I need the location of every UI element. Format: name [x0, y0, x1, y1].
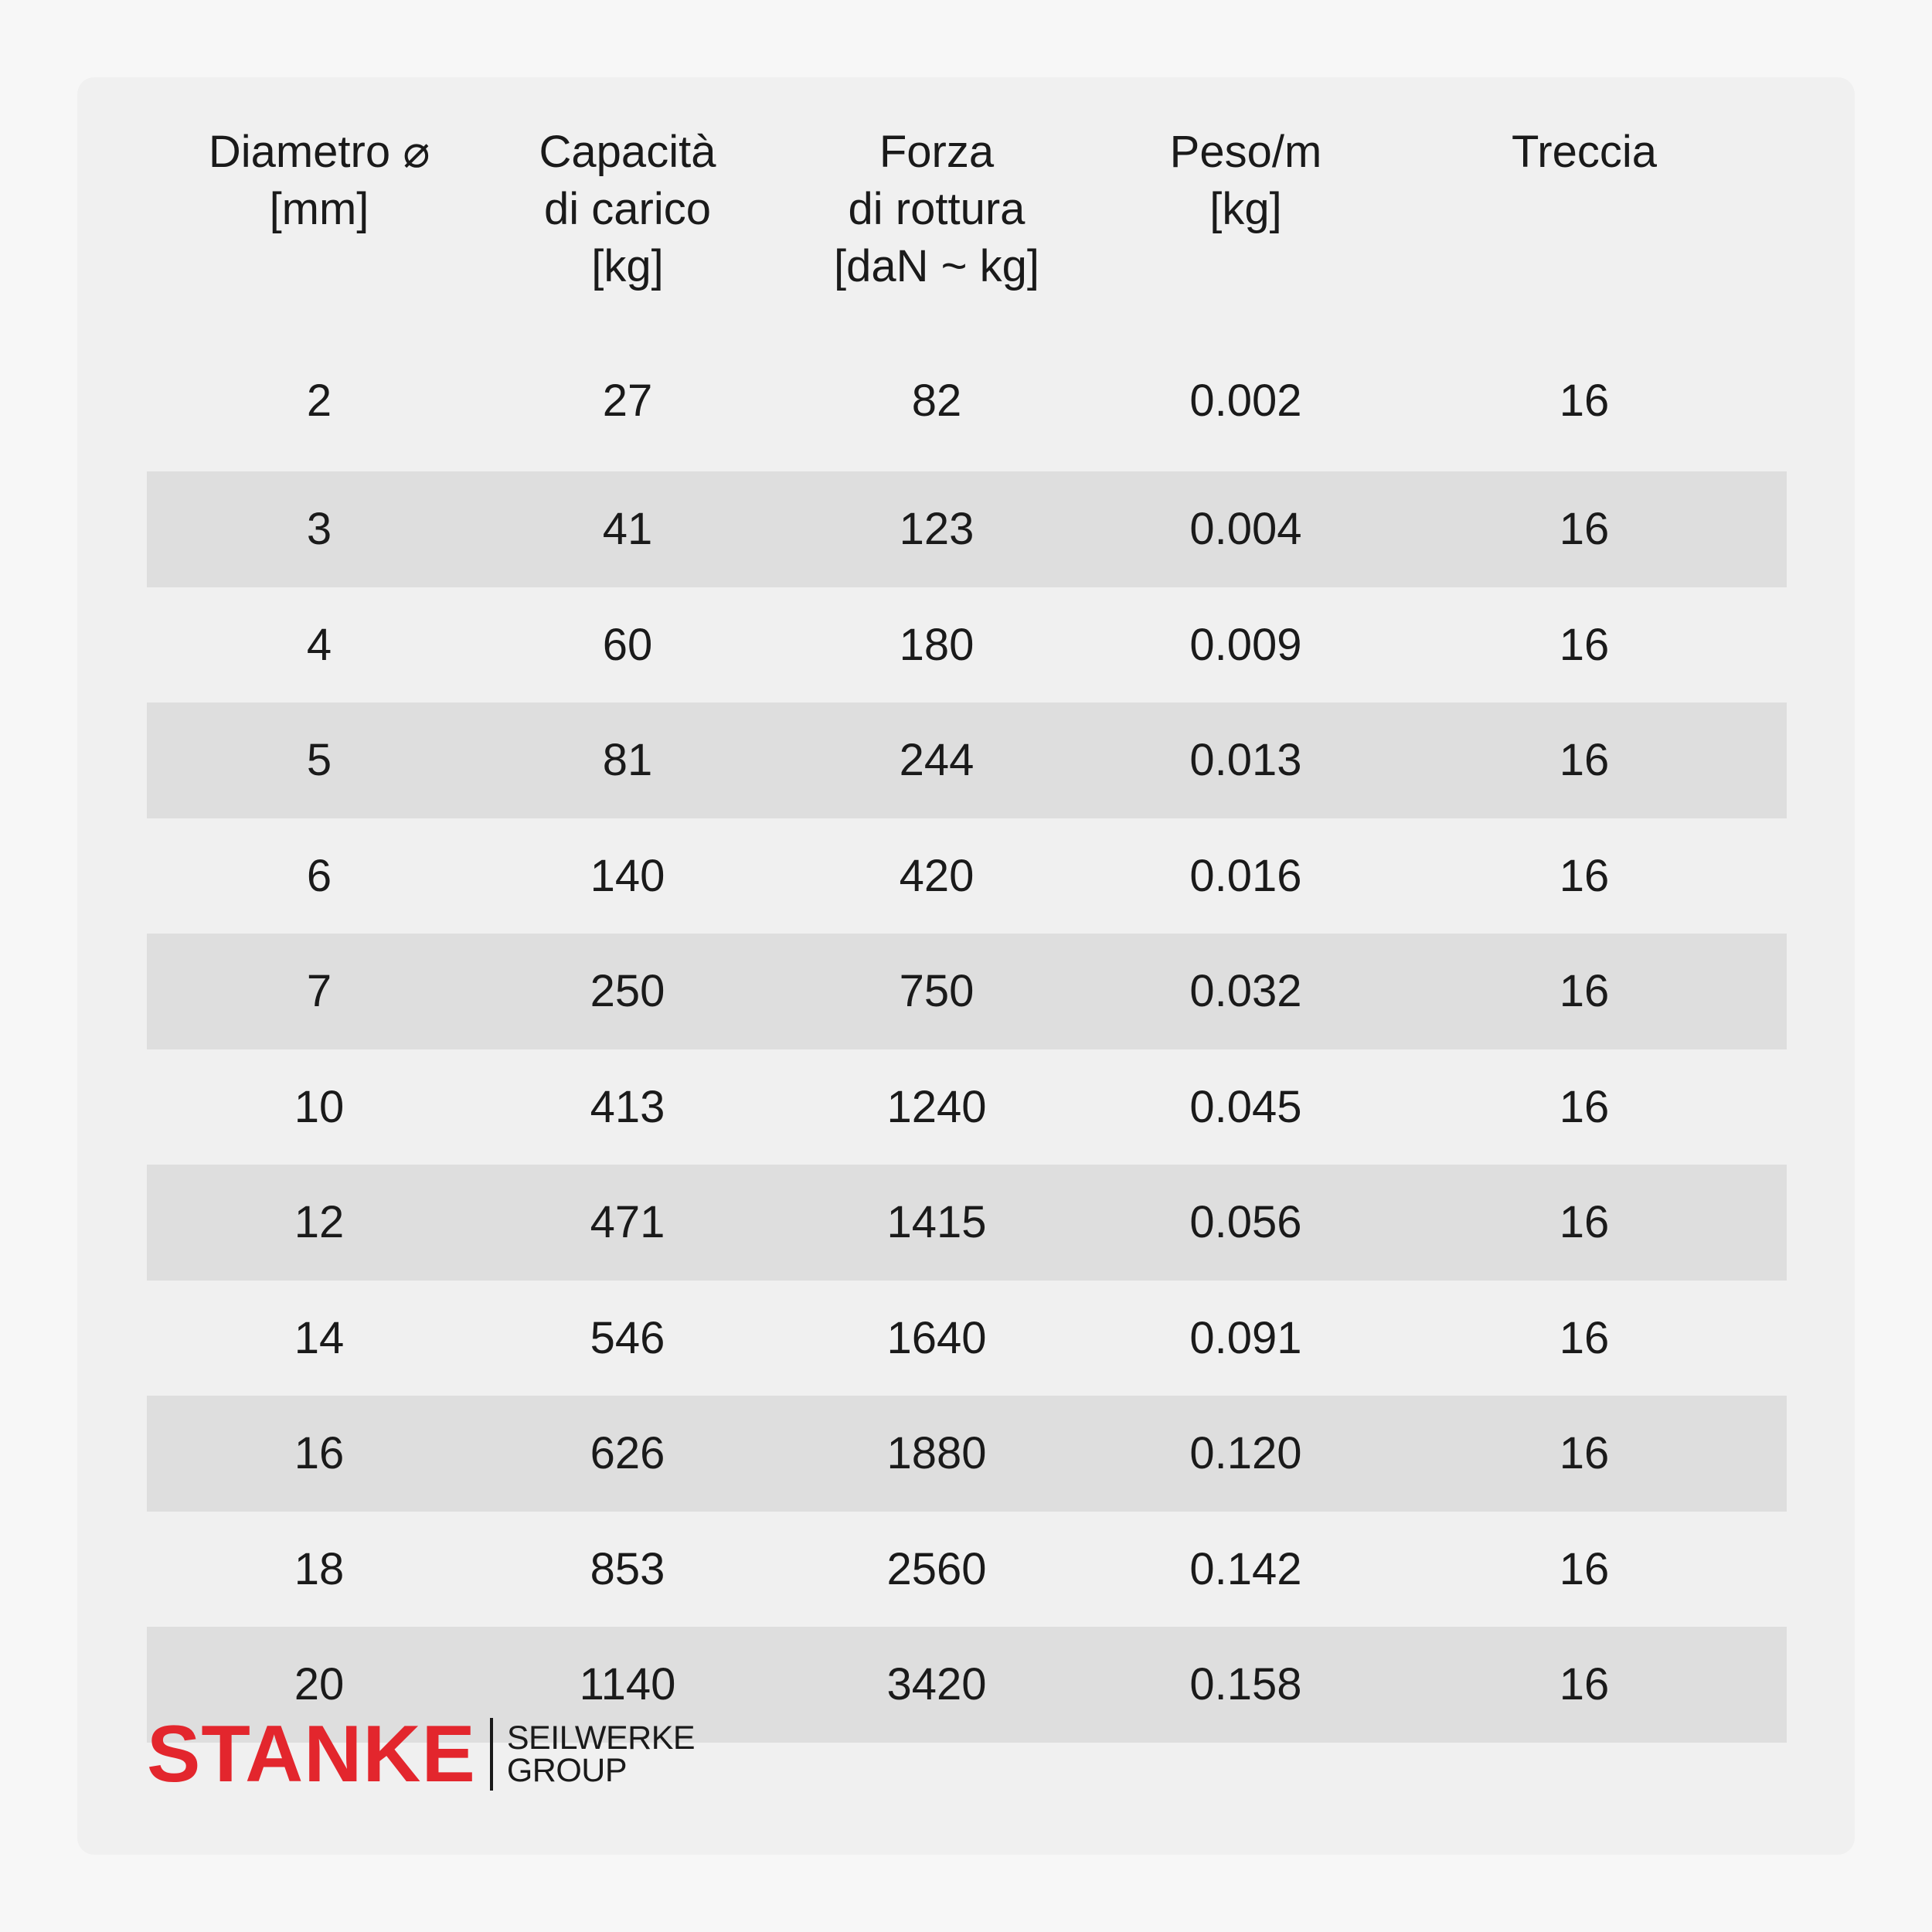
table-row [147, 1165, 1787, 1281]
table-header [147, 108, 1787, 355]
cell-diameter: 2 [306, 376, 332, 426]
header-text: Capacità [539, 127, 716, 177]
cell-breaking-force: 750 [899, 966, 975, 1017]
cell-weight: 0.002 [1189, 376, 1302, 426]
cell-weight: 0.142 [1189, 1543, 1302, 1594]
cell-capacity: 27 [602, 376, 653, 426]
cell-capacity: 81 [602, 735, 653, 786]
cell-capacity: 41 [602, 504, 653, 555]
cell-capacity: 546 [590, 1312, 665, 1363]
cell-capacity: 471 [590, 1197, 665, 1248]
table-row [147, 934, 1787, 1049]
header-text: Forza [879, 127, 995, 177]
table-row [147, 1049, 1787, 1165]
cell-capacity: 413 [590, 1081, 665, 1132]
header-diameter [147, 108, 492, 355]
cell-diameter: 16 [294, 1428, 345, 1479]
header-text: Treccia [1512, 127, 1657, 177]
header-text: di carico [544, 184, 711, 234]
cell-diameter: 7 [306, 966, 332, 1017]
header-text: Diametro ⌀ [208, 127, 430, 177]
header-text: [kg] [591, 241, 664, 291]
cell-braid: 16 [1559, 1081, 1610, 1132]
spec-table [147, 108, 1787, 1743]
cell-diameter: 6 [306, 850, 332, 901]
table-row [147, 471, 1787, 587]
cell-breaking-force: 82 [911, 376, 962, 426]
cell-diameter: 4 [306, 619, 332, 670]
table-row [147, 702, 1787, 818]
table-body [147, 355, 1787, 1743]
cell-braid: 16 [1559, 1312, 1610, 1363]
cell-diameter: 3 [306, 504, 332, 555]
cell-weight: 0.009 [1189, 619, 1302, 670]
spec-card [77, 77, 1855, 1855]
cell-diameter: 10 [294, 1081, 345, 1132]
cell-braid: 16 [1559, 966, 1610, 1017]
logo-wordmark: STANKE [147, 1709, 476, 1799]
cell-braid: 16 [1559, 850, 1610, 901]
cell-diameter: 14 [294, 1312, 345, 1363]
header-braid [1382, 108, 1787, 355]
header-breaking-force [764, 108, 1110, 355]
cell-braid: 16 [1559, 1543, 1610, 1594]
cell-weight: 0.120 [1189, 1428, 1302, 1479]
cell-breaking-force: 1415 [886, 1197, 987, 1248]
cell-breaking-force: 1240 [886, 1081, 987, 1132]
cell-capacity: 60 [602, 619, 653, 670]
stanke-logo [147, 1709, 696, 1799]
header-text: di rottura [848, 184, 1026, 234]
cell-weight: 0.091 [1189, 1312, 1302, 1363]
cell-diameter: 18 [294, 1543, 345, 1594]
cell-braid: 16 [1559, 1659, 1610, 1710]
table-row [147, 587, 1787, 703]
cell-diameter: 12 [294, 1197, 345, 1248]
header-weight [1110, 108, 1382, 355]
logo-divider [490, 1718, 493, 1791]
cell-weight: 0.045 [1189, 1081, 1302, 1132]
cell-breaking-force: 3420 [886, 1659, 987, 1710]
cell-weight: 0.032 [1189, 966, 1302, 1017]
logo-subtitle [506, 1719, 696, 1789]
cell-weight: 0.056 [1189, 1197, 1302, 1248]
cell-breaking-force: 244 [899, 735, 975, 786]
header-text: [kg] [1209, 184, 1282, 234]
table-row [147, 818, 1787, 934]
cell-breaking-force: 1880 [886, 1428, 987, 1479]
cell-braid: 16 [1559, 1197, 1610, 1248]
header-capacity [492, 108, 764, 355]
logo-line-1: SEILWERKE [506, 1719, 696, 1757]
cell-braid: 16 [1559, 619, 1610, 670]
cell-weight: 0.016 [1189, 850, 1302, 901]
cell-capacity: 250 [590, 966, 665, 1017]
cell-weight: 0.013 [1189, 735, 1302, 786]
cell-breaking-force: 180 [899, 619, 975, 670]
cell-capacity: 626 [590, 1428, 665, 1479]
cell-capacity: 853 [590, 1543, 665, 1594]
table-row [147, 1281, 1787, 1396]
cell-capacity: 1140 [579, 1659, 676, 1710]
cell-braid: 16 [1559, 504, 1610, 555]
cell-breaking-force: 123 [899, 504, 975, 555]
table-row [147, 1396, 1787, 1512]
cell-diameter: 5 [306, 735, 332, 786]
cell-braid: 16 [1559, 1428, 1610, 1479]
cell-braid: 16 [1559, 735, 1610, 786]
logo-line-2: GROUP [506, 1752, 628, 1789]
table-row [147, 1512, 1787, 1628]
cell-breaking-force: 2560 [886, 1543, 987, 1594]
cell-weight: 0.004 [1189, 504, 1302, 555]
cell-capacity: 140 [590, 850, 665, 901]
cell-diameter: 20 [294, 1659, 345, 1710]
cell-braid: 16 [1559, 376, 1610, 426]
table-row [147, 355, 1787, 471]
header-text: [daN ~ kg] [834, 241, 1039, 291]
header-text: [mm] [269, 184, 369, 234]
cell-breaking-force: 1640 [886, 1312, 987, 1363]
cell-weight: 0.158 [1189, 1659, 1302, 1710]
header-text: Peso/m [1169, 127, 1322, 177]
cell-breaking-force: 420 [899, 850, 975, 901]
